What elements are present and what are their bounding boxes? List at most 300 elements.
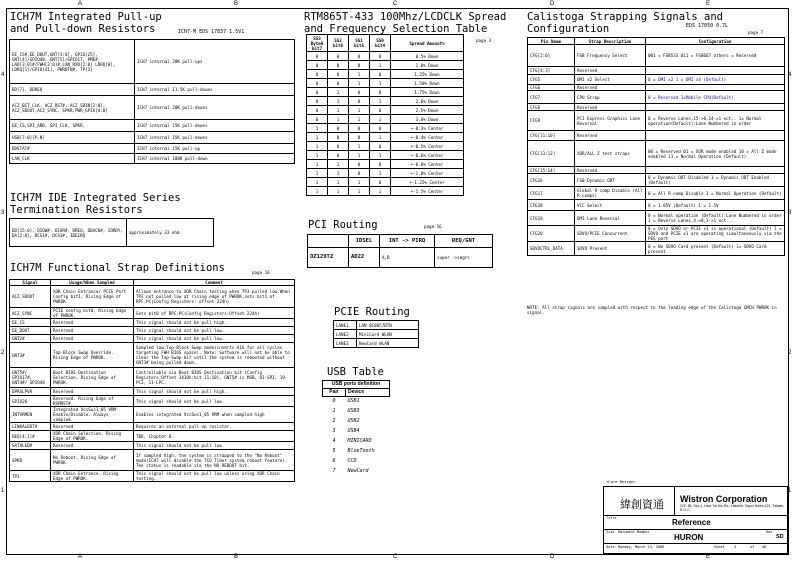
table-row bbox=[323, 457, 390, 467]
rtm-bit: 1 bbox=[349, 142, 370, 151]
rtm-bit: 0 bbox=[349, 169, 370, 178]
pci-header-reqgnt: REQ/GNT bbox=[435, 235, 493, 248]
strap-usage: Reserved bbox=[51, 319, 134, 327]
strap-signal: INTVRMEN bbox=[10, 407, 51, 423]
calistoga-cfg: 001 = FSB533 011 = FSB667 others = Reserved bbox=[646, 45, 785, 67]
rev-value: SD bbox=[776, 534, 784, 540]
table-row bbox=[323, 467, 390, 477]
rtm-spread: 3.0% Down bbox=[391, 115, 464, 124]
strap-comment: This signal should not be pull low unless using XOR Chain testing. bbox=[134, 471, 295, 482]
table-row bbox=[10, 96, 295, 120]
ruler-bottom-e: E bbox=[706, 554, 711, 560]
strap-usage: Integrated VccSus1_05 VRM Enable/Disable. Always sampled. bbox=[51, 407, 134, 423]
ruler-left-4: 4 bbox=[1, 72, 5, 78]
calistoga-pin: CFG7 bbox=[528, 91, 575, 104]
rtm-bit: 1 bbox=[307, 133, 328, 142]
strap-signal: ACZ_SYNC bbox=[10, 308, 51, 319]
pullup-resistor: ICH7 internal 20K pull-downs bbox=[135, 96, 295, 120]
pci-reqgnt: super ->smgrs bbox=[435, 248, 493, 268]
pci-header-int: INT -> PIRQ bbox=[380, 235, 435, 248]
date-value: Monday, March 13, 2006 bbox=[618, 545, 665, 549]
pullup-title-1: ICH7M Integrated Pull-up bbox=[10, 11, 162, 23]
table-row bbox=[528, 75, 785, 85]
pullup-title-2: and Pull-down Resistors bbox=[10, 23, 156, 35]
rtm-bit: 1 bbox=[307, 169, 328, 178]
size-label: Size bbox=[606, 530, 615, 534]
table-row bbox=[10, 407, 295, 423]
rtm-bit: 0 bbox=[349, 160, 370, 169]
usb-device: BlueTooth bbox=[347, 448, 375, 454]
pullup-resistor: ICH7 internal 15K pull-downs bbox=[135, 120, 295, 132]
usb-device: USB3 bbox=[347, 408, 360, 414]
usb-device: CCD bbox=[347, 458, 357, 464]
strap-comment: Requires an external pull-up resistor. bbox=[134, 423, 295, 431]
calistoga-pin: CFG16 bbox=[528, 174, 575, 187]
calistoga-desc: Reserved bbox=[575, 167, 646, 174]
date-label: Date: bbox=[606, 545, 617, 549]
strap-usage: PCIE config bit0, Rising Edge of PWROK. bbox=[51, 308, 134, 319]
rtm-bit: 1 bbox=[328, 88, 349, 97]
pci-title: PCI Routing bbox=[308, 219, 378, 231]
table-row bbox=[10, 40, 295, 84]
pcie-title: PCIE Routing bbox=[334, 306, 410, 318]
table-row bbox=[307, 52, 464, 61]
calistoga-note: NOTE: All strap signals are sampled with respect to the leading edge of the Calistoga GMCH PWROK in signal. bbox=[527, 305, 777, 316]
calistoga-cfg bbox=[646, 67, 785, 75]
rtm-bit: 0 bbox=[370, 142, 391, 151]
usb-pair: 1 bbox=[332, 408, 336, 414]
strap-title: ICH7M Functional Strap Definitions bbox=[10, 262, 225, 274]
table-row bbox=[528, 211, 785, 226]
pullup-resistor: ICH7 internal 100K pull-down bbox=[135, 154, 295, 164]
ruler-right-1: 1 bbox=[788, 488, 792, 494]
rtm-bit: 1 bbox=[349, 187, 370, 196]
table-row bbox=[307, 142, 464, 151]
table-row bbox=[528, 91, 785, 104]
calistoga-pin: CFG[4:3] bbox=[528, 67, 575, 75]
calistoga-header-cfg: Configuration bbox=[646, 38, 785, 45]
title-block bbox=[603, 486, 788, 554]
table-row bbox=[323, 447, 390, 457]
rtm-bit: 0 bbox=[349, 124, 370, 133]
rtm-bit: 0 bbox=[349, 97, 370, 106]
pci-page: page 16 bbox=[424, 224, 442, 229]
usb-pair: 0 bbox=[332, 398, 336, 405]
strap-signal: GPIO26 bbox=[10, 396, 51, 407]
table-row bbox=[10, 132, 295, 144]
calistoga-pin: CFG[2:0] bbox=[528, 45, 575, 67]
strap-signal: LINKALERT# bbox=[10, 423, 51, 431]
strap-comment: This signal should not be pull low. bbox=[134, 396, 295, 407]
table-row bbox=[10, 423, 295, 431]
strap-usage: Reserved bbox=[51, 388, 134, 396]
calistoga-pin: CFG[11:10] bbox=[528, 131, 575, 141]
ruler-left-2: 2 bbox=[1, 350, 5, 356]
table-row bbox=[528, 131, 785, 141]
table-row bbox=[307, 79, 464, 88]
calistoga-desc: FSB Frequency Select bbox=[575, 45, 646, 67]
rtm-bit: 1 bbox=[370, 61, 391, 70]
table-row bbox=[323, 397, 390, 407]
rtm-bit: 1 bbox=[370, 151, 391, 160]
rtm-bit: 0 bbox=[328, 61, 349, 70]
of-label: of bbox=[750, 545, 755, 549]
rtm-bit: 0 bbox=[328, 151, 349, 160]
table-row bbox=[307, 88, 464, 97]
strap-comment: TBD, Chapter 8. bbox=[134, 431, 295, 442]
rtm-bit: 1 bbox=[370, 187, 391, 196]
strap-usage: No Reboot. Rising Edge of PWROK. bbox=[51, 450, 134, 471]
usb-header-device: Device bbox=[346, 389, 390, 397]
company-name: Wistron Corporation bbox=[680, 494, 768, 504]
rtm-spread: 0.5% Down bbox=[391, 52, 464, 61]
strap-comment: This signal should not be pull low. bbox=[134, 327, 295, 335]
rtm-spread: +-0.5% Center bbox=[391, 142, 464, 151]
calistoga-page: page 7 bbox=[748, 30, 764, 35]
table-row bbox=[528, 67, 785, 75]
rtm-bit: 1 bbox=[349, 178, 370, 187]
rtm-page: page 3 bbox=[476, 38, 492, 43]
pullup-table bbox=[9, 39, 295, 164]
strap-comment: This signal should not be pull low. bbox=[134, 335, 295, 343]
rtm-bit: 1 bbox=[328, 160, 349, 169]
of-value: 46 bbox=[762, 545, 767, 549]
calistoga-header-pin: Pin Name bbox=[528, 38, 575, 45]
pullup-ref: ICH7-M EDS 17837 1.5V1 bbox=[178, 29, 245, 35]
pci-idsel: AD22 bbox=[349, 248, 380, 268]
rtm-bit: 1 bbox=[307, 151, 328, 160]
docnum-label: Document Number bbox=[618, 530, 650, 534]
pci-header-blank bbox=[308, 235, 349, 248]
table-row bbox=[10, 84, 295, 96]
usb-device: MINICARD bbox=[347, 438, 372, 444]
table-row bbox=[10, 431, 295, 442]
pcie-device: MiniCard WLAN bbox=[357, 330, 419, 339]
rtm-spread: 2.5% Down bbox=[391, 106, 464, 115]
pcie-device: LAN 8C8057BTN bbox=[357, 321, 419, 330]
rtm-bit: 0 bbox=[307, 88, 328, 97]
rtm-bit: 1 bbox=[349, 70, 370, 79]
calistoga-cfg: 00 = Reserved 01 = XOR mode enabled 10 = All Z mode enabled 11 = Normal Operation (Default) bbox=[646, 141, 785, 167]
strap-header-signal: Signal bbox=[10, 280, 51, 286]
table-row bbox=[307, 178, 464, 187]
table-row bbox=[323, 407, 390, 417]
rtm-bit: 0 bbox=[349, 52, 370, 61]
table-row bbox=[10, 343, 295, 368]
strap-comment: If sampled high, the system is strapped to the "No Reboot" mode(ICH7 will disable the TCO Timer system reboot feature). The status is readable via the NO REBOOT bit. bbox=[134, 450, 295, 471]
rtm-bit: 0 bbox=[307, 79, 328, 88]
rtm-bit: 1 bbox=[328, 97, 349, 106]
ruler-bottom-a: A bbox=[78, 554, 83, 560]
strap-usage: Reserved bbox=[51, 327, 134, 335]
sheet-label: Sheet bbox=[714, 545, 725, 549]
ide-value: approximately 33 ohm bbox=[127, 219, 214, 247]
strap-signal: SATALED# bbox=[10, 442, 51, 450]
strap-signal: TP3 bbox=[10, 471, 51, 482]
usb-device: NewCard bbox=[347, 468, 369, 474]
calistoga-desc: Global R-comp Disable (All R-comps) bbox=[575, 187, 646, 200]
calistoga-desc: VCC Select bbox=[575, 200, 646, 211]
table-row bbox=[528, 141, 785, 167]
title-block-doc-row bbox=[604, 529, 787, 544]
pullup-signal: DD[7], DDREQ bbox=[10, 84, 135, 96]
pullup-signal: ACZ_BIT_CLK, ACZ_RST#, ACZ_SDIN[2:0], ACZ_SDOUT,ACZ_SYNC, SPKR,PWR_GPIO[4:0] bbox=[10, 96, 135, 120]
calistoga-table bbox=[527, 37, 785, 256]
usb-table bbox=[322, 380, 390, 477]
strap-table bbox=[9, 279, 295, 482]
rtm-spread: +-1.25% Center bbox=[391, 178, 464, 187]
rtm-bit: 1 bbox=[370, 169, 391, 178]
calistoga-cfg: 0 = DMI x2 1 = DMI x4 (Default) bbox=[646, 75, 785, 85]
calistoga-desc: DMI Lane Reversal bbox=[575, 211, 646, 226]
rtm-spread: +-1.0% Center bbox=[391, 169, 464, 178]
strap-comment: Sampled low:Top-Block Swap mode(inverts A16 for all cycles targeting FWH BIOS space). Note: Software will not be able to clear the Top-Swap bit until the system is rebooted without GNT3# being pulled down. bbox=[134, 343, 295, 368]
calistoga-ref: EDS 17050 0.7L bbox=[686, 23, 729, 29]
table-row bbox=[10, 471, 295, 482]
rtm-bit: 1 bbox=[307, 124, 328, 133]
table-row bbox=[10, 327, 295, 335]
table-row bbox=[323, 437, 390, 447]
pcie-lane: LANE3 bbox=[334, 339, 357, 348]
strap-signal: EE_DOUT bbox=[10, 327, 51, 335]
calistoga-desc: Reserved bbox=[575, 104, 646, 111]
strap-comment: Enables integrated VccSus1_05 VRM when sampled high bbox=[134, 407, 295, 423]
rtm-bit: 0 bbox=[328, 70, 349, 79]
rtm-header-ss3: SS3 Byte0 bit7 bbox=[307, 35, 328, 52]
usb-header-pair: Pair bbox=[323, 389, 346, 397]
usb-device: USB4 bbox=[347, 428, 360, 434]
calistoga-cfg bbox=[646, 167, 785, 174]
rtm-bit: 0 bbox=[349, 61, 370, 70]
pullup-signal: EE_CS#,EE_DOUT,GNT[3:0], GPIO[25], GNT[4]/GPIO48, GNT[5]/GPIO17, PME#, LAD[3:0]#/FWH[3:0]#,LAN_RXD[2:0] LDRQ[0], LDRQ[1]/GPIO[41], PWRBTN#, TP[3] bbox=[10, 40, 135, 84]
strap-comment: This signal should not be pull low. bbox=[134, 442, 295, 450]
strap-signal: SPKR bbox=[10, 450, 51, 471]
pullup-signal: DDSTAT# bbox=[10, 144, 135, 154]
calistoga-desc: PCI Express Graphics Lane Reversal bbox=[575, 111, 646, 131]
title-block-divider bbox=[674, 487, 675, 515]
table-row bbox=[307, 169, 464, 178]
usb-device: USB1 bbox=[347, 398, 360, 405]
rtm-bit: 1 bbox=[349, 115, 370, 124]
calistoga-cfg bbox=[646, 131, 785, 141]
table-row bbox=[323, 417, 390, 427]
table-row bbox=[10, 144, 295, 154]
pullup-resistor: ICH7 internal 20K pull-ups bbox=[135, 40, 295, 84]
usb-title: USB Table bbox=[327, 366, 384, 378]
rtm-bit: 1 bbox=[328, 187, 349, 196]
table-row bbox=[10, 396, 295, 407]
sheet-value: 3 bbox=[734, 545, 737, 549]
calistoga-desc: Reserved bbox=[575, 67, 646, 75]
calistoga-desc: Reserved bbox=[575, 131, 646, 141]
strap-signal: DPRSLPVR bbox=[10, 388, 51, 396]
pci-table bbox=[307, 234, 493, 268]
calistoga-desc: SDVO/PCIE Concurrent bbox=[575, 226, 646, 242]
rtm-bit: 0 bbox=[370, 160, 391, 169]
calistoga-cfg: 0 = Reverse Lanes,15->0,14->1 ect.. 1= Normal operation(Default):Lane Numbered in order bbox=[646, 111, 785, 131]
strap-signal: GNT5#/ GPIO17#, GNT4#/ GPIO48 bbox=[10, 368, 51, 388]
rtm-spread: +-0.8% Center bbox=[391, 160, 464, 169]
rtm-bit: 0 bbox=[307, 97, 328, 106]
ruler-left-3: 3 bbox=[1, 210, 5, 216]
ruler-right-3: 3 bbox=[788, 210, 792, 216]
rtm-title-2: and Frequency Selection Table bbox=[304, 23, 488, 35]
rtm-bit: 0 bbox=[328, 79, 349, 88]
calistoga-cfg: 0 = 1.05V (Default) 1 = 1.5V bbox=[646, 200, 785, 211]
title-block-title-row bbox=[604, 515, 787, 530]
company-address: 21F, 88, Sec.1, Hsin Tai Wu Rd., Hsichih, Taipei Hsien 221, Taiwan, R.O.C. bbox=[680, 504, 785, 512]
rtm-header-ss1: SS1 bit5 bbox=[349, 35, 370, 52]
rtm-bit: 0 bbox=[349, 133, 370, 142]
ruler-top-e: E bbox=[706, 1, 711, 7]
strap-page: page 16 bbox=[252, 270, 270, 275]
rtm-bit: 0 bbox=[370, 178, 391, 187]
table-row bbox=[334, 339, 419, 348]
pcie-lane: LANE1 bbox=[334, 321, 357, 330]
table-row bbox=[307, 70, 464, 79]
pullup-resistor: ICH7 internal 11.5K pull-downs bbox=[135, 84, 295, 96]
usb-pair: 6 bbox=[332, 458, 336, 464]
strap-comment: Sets bit0 of RPC.PC(Config Registers:Offset 224h) bbox=[134, 308, 295, 319]
strap-signal: EE_CS bbox=[10, 319, 51, 327]
table-row bbox=[307, 160, 464, 169]
ruler-right-2: 2 bbox=[788, 350, 792, 356]
rtm-spread: +-0.6% Center bbox=[391, 151, 464, 160]
rtm-bit: 0 bbox=[307, 52, 328, 61]
rtm-bit: 1 bbox=[370, 133, 391, 142]
rtm-bit: 0 bbox=[307, 115, 328, 124]
calistoga-pin: SDVOCTRL_DATA bbox=[528, 242, 575, 256]
ide-title-1: ICH7M IDE Integrated Series bbox=[10, 192, 181, 204]
calistoga-header-desc: Strap Description bbox=[575, 38, 646, 45]
ruler-top-d: D bbox=[550, 1, 555, 7]
strap-signal: REQ[4:1]# bbox=[10, 431, 51, 442]
rtm-spread: 2.0% Down bbox=[391, 97, 464, 106]
rtm-bit: 1 bbox=[349, 79, 370, 88]
ruler-right-4: 4 bbox=[788, 72, 792, 78]
usb-device: USB2 bbox=[347, 418, 360, 424]
table-row bbox=[334, 321, 419, 330]
rtm-bit: 1 bbox=[328, 169, 349, 178]
table-row bbox=[528, 111, 785, 131]
usb-pair: 4 bbox=[332, 438, 336, 444]
core-design-label: <Core Design> bbox=[606, 479, 636, 484]
rtm-bit: 0 bbox=[370, 70, 391, 79]
ruler-top-a: A bbox=[78, 1, 83, 7]
company-chinese-logo: 緯創資通 bbox=[620, 498, 664, 511]
table-row bbox=[528, 226, 785, 242]
rtm-header-ss0: SS0 bit4 bbox=[370, 35, 391, 52]
title-value: Reference bbox=[672, 518, 711, 527]
rtm-bit: 1 bbox=[328, 106, 349, 115]
rtm-header-spread: Spread Amount% bbox=[391, 35, 464, 52]
rtm-bit: 0 bbox=[307, 61, 328, 70]
calistoga-cfg bbox=[646, 104, 785, 111]
usb-caption: USB ports definition bbox=[323, 381, 390, 389]
calistoga-cfg: 0 = All R-comp Disable 1 = Normal Operation (Default) bbox=[646, 187, 785, 200]
rtm-spread: 1.50% Down bbox=[391, 79, 464, 88]
ide-title-2: Termination Resistors bbox=[10, 204, 143, 216]
table-row bbox=[323, 427, 390, 437]
pcie-lane: LANE2 bbox=[334, 330, 357, 339]
rtm-bit: 1 bbox=[328, 178, 349, 187]
pci-header-idsel: IDSEL bbox=[349, 235, 380, 248]
calistoga-desc: FSB Dynamic ODT bbox=[575, 174, 646, 187]
calistoga-pin: CFG18 bbox=[528, 200, 575, 211]
table-row bbox=[307, 151, 464, 160]
rtm-spread: 1.0% Down bbox=[391, 61, 464, 70]
table-row bbox=[307, 187, 464, 196]
table-row bbox=[10, 308, 295, 319]
table-row bbox=[307, 133, 464, 142]
rtm-bit: 1 bbox=[307, 160, 328, 169]
rtm-bit: 1 bbox=[328, 115, 349, 124]
strap-signal: GNT2# bbox=[10, 335, 51, 343]
table-row bbox=[10, 120, 295, 132]
rtm-bit: 0 bbox=[370, 106, 391, 115]
calistoga-pin: CFG19 bbox=[528, 211, 575, 226]
pullup-signal: EE_CS,SPI_ARB, SPI_CLK, SPKR, bbox=[10, 120, 135, 132]
table-row bbox=[307, 124, 464, 133]
calistoga-pin: CFG5 bbox=[528, 75, 575, 85]
strap-usage: XOR Chain Entrance/ PCIE Port Config bit1, Rising Edge of PWROK. bbox=[51, 286, 134, 308]
ruler-left-1: 1 bbox=[1, 488, 5, 494]
calistoga-cfg: 0 = Dynamic ODT Disabled 1 = Dynamic ODT Enabled (Default) bbox=[646, 174, 785, 187]
table-row bbox=[307, 97, 464, 106]
pullup-signal: USB[7:0][P,N] bbox=[10, 132, 135, 144]
ruler-bottom-c: C bbox=[393, 554, 398, 560]
rtm-spread: +-0.3% Center bbox=[391, 124, 464, 133]
table-row bbox=[528, 242, 785, 256]
rtm-bit: 0 bbox=[328, 124, 349, 133]
ruler-top-c: C bbox=[393, 1, 398, 7]
calistoga-cfg: 0 = Normal operation (Default):Lane Numbered in order 1 = Reverse Lanes,4->0,3->1 ect... bbox=[646, 211, 785, 226]
table-row bbox=[10, 335, 295, 343]
strap-usage: Reserved bbox=[51, 423, 134, 431]
table-row bbox=[307, 115, 464, 124]
table-row bbox=[334, 330, 419, 339]
calistoga-pin: CFG9 bbox=[528, 111, 575, 131]
rtm-bit: 0 bbox=[328, 133, 349, 142]
rtm-spread: 1.75% Down bbox=[391, 88, 464, 97]
strap-comment: This signal should not be pull high. bbox=[134, 388, 295, 396]
calistoga-cfg: 0 = Reserved 1=Mobile CPU(Default) bbox=[646, 91, 785, 104]
calistoga-pin: CFG[13:12] bbox=[528, 141, 575, 167]
pullup-resistor: ICH7 internal 15K pull-downs bbox=[135, 132, 295, 144]
calistoga-pin: CFG8 bbox=[528, 104, 575, 111]
rtm-bit: 1 bbox=[349, 151, 370, 160]
table-row bbox=[10, 368, 295, 388]
table-row bbox=[528, 174, 785, 187]
calistoga-pin: CFG[15:14] bbox=[528, 167, 575, 174]
table-row bbox=[528, 167, 785, 174]
docnum-value: HURON bbox=[674, 533, 704, 542]
strap-header-comment: Comment bbox=[134, 280, 295, 286]
ruler-top-b: B bbox=[234, 1, 239, 7]
table-row bbox=[528, 104, 785, 111]
strap-usage: Top-Block Swap Override. Rising Edge of PWROK. bbox=[51, 343, 134, 368]
title-block-company-row bbox=[604, 487, 787, 516]
rtm-spread: 1.25% Down bbox=[391, 70, 464, 79]
table-row bbox=[10, 450, 295, 471]
table-row bbox=[10, 154, 295, 164]
rtm-bit: 1 bbox=[307, 187, 328, 196]
ide-table bbox=[9, 218, 214, 247]
strap-comment: This signal should not be pull high. bbox=[134, 319, 295, 327]
rtm-table bbox=[306, 34, 464, 196]
calistoga-pin: CFG20 bbox=[528, 226, 575, 242]
rtm-bit: 1 bbox=[370, 97, 391, 106]
